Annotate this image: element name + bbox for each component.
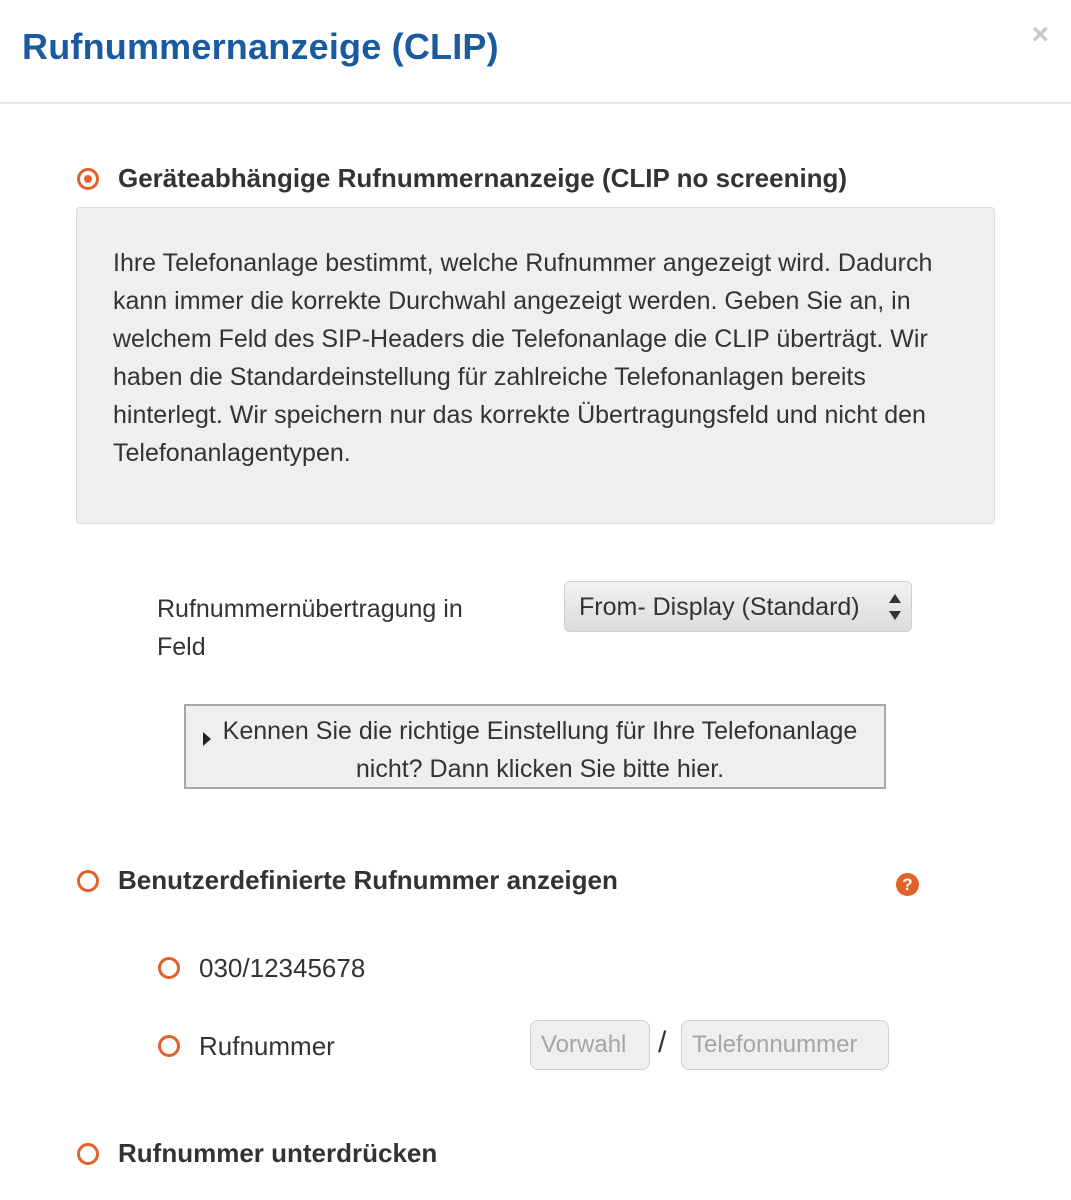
close-icon[interactable]: ×: [1031, 18, 1049, 51]
setting-help-button[interactable]: [184, 704, 886, 789]
select-value: From- Display (Standard): [579, 593, 860, 621]
option-device-dependent-label[interactable]: Geräteabhängige Rufnummernanzeige (CLIP no screening): [118, 163, 848, 193]
dialog-title: Rufnummernanzeige (CLIP): [22, 26, 499, 67]
number-separator: /: [658, 1026, 667, 1059]
select-arrows-icon: [889, 594, 901, 620]
transmission-field-label: Rufnummernübertragung in Feld: [157, 595, 463, 661]
help-question-icon[interactable]: ?: [896, 873, 919, 896]
option-suppress-number-label[interactable]: Rufnummer unterdrücken: [118, 1138, 438, 1168]
info-box: [76, 207, 995, 524]
area-code-input[interactable]: [530, 1020, 650, 1070]
radio-existing-number[interactable]: [158, 957, 180, 979]
radio-suppress-number[interactable]: [77, 1143, 99, 1165]
transmission-field-select[interactable]: [564, 581, 912, 632]
existing-number-label[interactable]: 030/12345678: [199, 953, 366, 983]
setting-help-text: Kennen Sie die richtige Einstellung für Ihre Telefonanlage nicht? Dann klicken Sie bitte hier.: [222, 717, 858, 783]
dialog-header: [0, 0, 1071, 104]
info-text: Ihre Telefonanlage bestimmt, welche Rufnummer angezeigt wird. Dadurch kann immer die korrekte Durchwahl angezeigt werden. Geben Sie an, in welchem Feld des SIP-Headers die Telefonanlage die CLIP überträgt. Wir haben die Standardeinstellung für zahlreiche Telefonanlagen bereits hinterlegt. Wir speichern nur das korrekte Übertragungsfeld und nicht den Telefonanlagentypen.: [113, 249, 933, 467]
radio-manual-number[interactable]: [158, 1035, 180, 1057]
radio-device-dependent[interactable]: [77, 168, 99, 190]
option-custom-number-label[interactable]: Benutzerdefinierte Rufnummer anzeigen: [118, 865, 618, 895]
phone-number-input[interactable]: [681, 1020, 889, 1070]
radio-custom-number[interactable]: [77, 870, 99, 892]
manual-number-label[interactable]: Rufnummer: [199, 1031, 335, 1061]
